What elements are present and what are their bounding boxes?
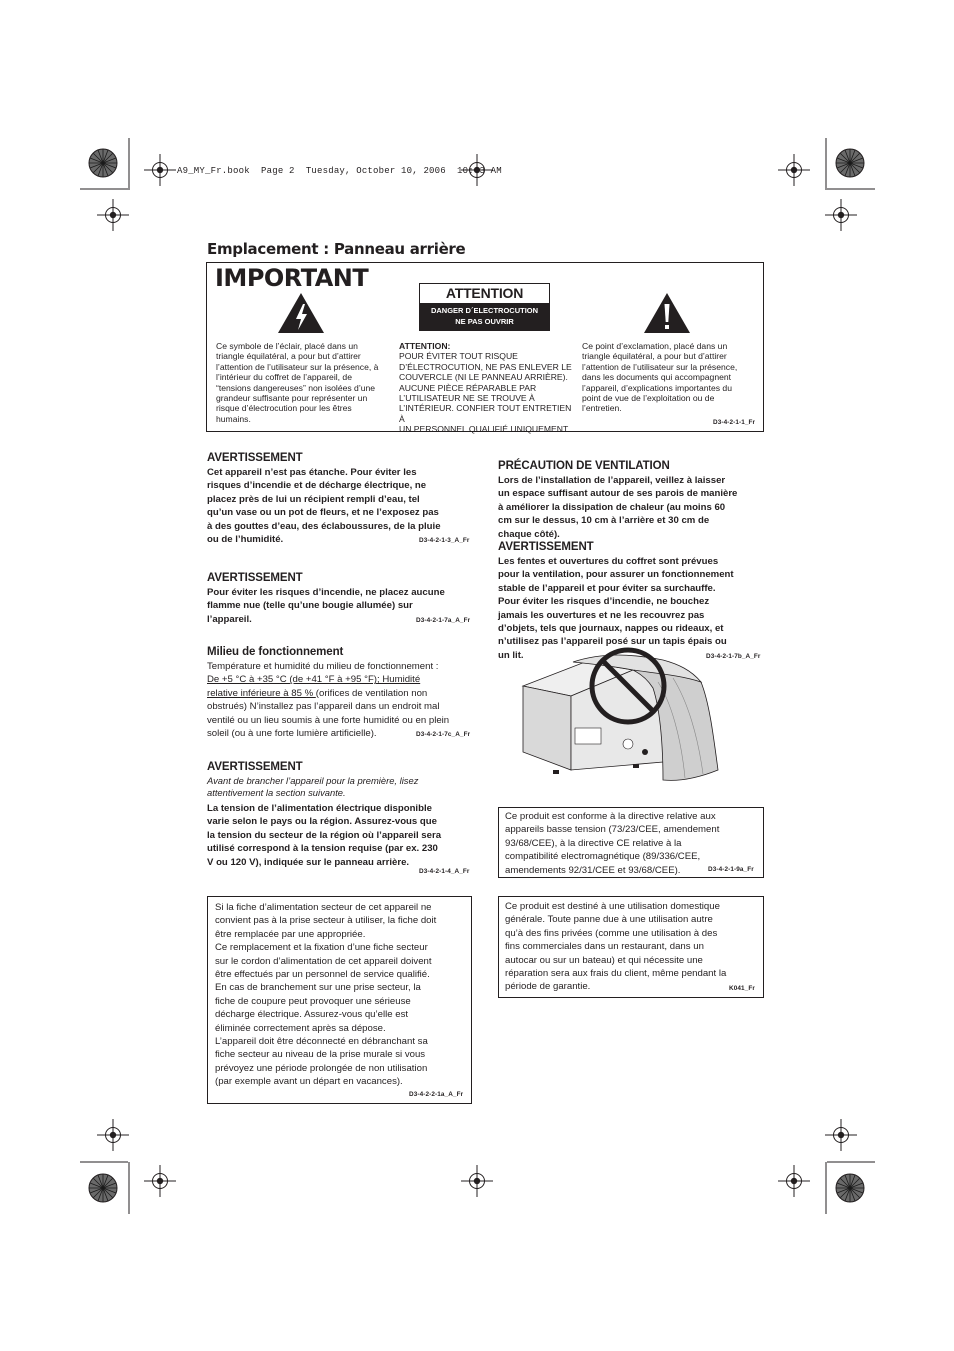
warning-2-code: D3-4-2-1-7a_A_Fr — [416, 617, 471, 624]
ce-conformity-code: D3-4-2-1-9a_Fr — [708, 866, 754, 873]
important-title: IMPORTANT — [215, 264, 369, 292]
lightning-description: Ce symbole de l’éclair, placé dans un triangle équilatéral, a pour but d’attirer l’attention de l’utilisateur sur la présence, à l’intérieur du coffret de l’appareil, de “tensions dangereuses” non isolées d’une grandeur suffisante pour représenter un risque d’électrocution pour les êtres humains. — [216, 341, 379, 424]
ventilation-heading: PRÉCAUTION DE VENTILATION — [498, 460, 670, 472]
environment-heading: Milieu de fonctionnement — [207, 646, 344, 658]
attention-label: ATTENTION — [445, 285, 524, 301]
ce-conformity-text: Ce produit est conforme à la directive relative aux appareils basse tension (73/23/CEE, amendement 93/68/CEE), à la directive CE relative à la compatibilité electromagnétique (89/336/CEE, amendements 92/31/CEE et 93/68/CEE). — [505, 811, 720, 876]
warning-3-heading: AVERTISSEMENT — [207, 761, 303, 773]
covered-amplifier-illustration — [513, 642, 725, 792]
exclamation-description: Ce point d’exclamation, placé dans un triangle équilatéral, a pour but d’attirer l’attention de l’utilisateur sur la présence, dans les documents qui accompagnent l’appareil, d’explications importantes du point de vue de l’exploitation ou de l’entretien. — [582, 341, 738, 414]
warning-2-heading: AVERTISSEMENT — [207, 572, 303, 584]
attention-band-line1: DANGER D´ELECTROCUTION — [430, 306, 539, 315]
domestic-use-code: K041_Fr — [729, 985, 755, 992]
attention-description: ATTENTION: POUR ÉVITER TOUT RISQUE D’ÉLECTROCUTION, NE PAS ENLEVER LE COUVERCLE (NI LE PANNEAU ARRIÈRE). AUCUNE PIÈCE RÉPARABLE PAR L’UTILISATEUR NE SE TROUVE À L’INTÉRIEUR. CONFIER TOUT ENTRETIEN À UN PERSONNEL QUALIFIÉ UNIQUEMENT. — [399, 341, 572, 435]
attention-band — [420, 303, 549, 330]
plug-notice-code: D3-4-2-2-1a_A_Fr — [409, 1091, 464, 1098]
attention-band-line2: NE PAS OUVRIR — [455, 317, 514, 326]
ventilation-warning-text: Les fentes et ouvertures du coffret sont prévues pour la ventilation, pour assurer un fonctionnement stable de l’appareil et pour éviter sa surchauffe. Pour éviter les risques d’incendie, ne bouchez jamais les ouvertures et ne les recouvrez pas d’objets, tels que journaux, nappes ou rideaux, et n’utilisez pas l’appareil posé sur un tapis épais ou un lit. — [498, 556, 734, 661]
warning-1-heading: AVERTISSEMENT — [207, 452, 303, 464]
ventilation-code: D3-4-2-1-7b_A_Fr — [706, 653, 761, 660]
warning-1-text: Cet appareil n’est pas étanche. Pour éviter les risques d’incendie et de décharge électrique, ne placez près de lui un récipient rempli d’eau, tel qu’un vase ou un pot de fleurs, et ne l’exposez pas à des gouttes d’eau, des éclaboussures, de la pluie ou de l’humidité. — [207, 467, 441, 546]
ventilation-warning-heading: AVERTISSEMENT — [498, 541, 594, 553]
plug-notice-text: Si la fiche d’alimentation secteur de cet appareil ne convient pas à la prise secteur à utiliser, la fiche doit être remplacée par une appropriée. Ce remplacement et la fixation d’une fiche secteur sur le cordon d’alimentation de cet appareil doivent être effectués par un personnel de service qualifié. En cas de branchement sur une prise secteur, la fiche de coupure peut provoquer une sérieuse décharge électrique. Assurez-vous qu’elle est éliminée correctement après sa dépose. L’appareil doit être déconnecté en débranchant sa fiche secteur au niveau de la prise murale si vous prévoyez une période prolongée de non utilisation (par exemple avant un départ en vacances). — [215, 902, 437, 1088]
lightning-warning-icon — [277, 292, 325, 334]
exclamation-warning-icon — [643, 292, 691, 334]
warning-3-code: D3-4-2-1-4_A_Fr — [419, 868, 470, 875]
section-title: Emplacement : Panneau arrière — [207, 240, 466, 258]
ventilation-text: Lors de l’installation de l’appareil, veillez à laisser un espace suffisant autour de ses parois de manière à améliorer la dissipation de chaleur (au moins 60 cm sur le dessus, 10 cm à l’arrière et 30 cm de chaque côté). — [498, 475, 738, 540]
book-header-line: A9_MY_Fr.book Page 2 Tuesday, October 10, 2006 10:43 AM — [177, 166, 502, 176]
warning-1-code: D3-4-2-1-3_A_Fr — [419, 537, 470, 544]
warning-3-text: La tension de l’alimentation électrique disponible varie selon le pays ou la région. Assurez-vous que la tension du secteur de la région où l’appareil sera utilisé correspond à la tension requise (par ex. 230 V ou 120 V), indiquée sur le panneau arrière. — [207, 803, 442, 868]
warning-3-intro: Avant de brancher l’appareil pour la première, lisez attentivement la section suivante. — [207, 775, 419, 799]
domestic-use-text: Ce produit est destiné à une utilisation domestique générale. Toute panne due à une utilisation autre qu’à des fins privées (comme une utilisation à des fins commerciales dans un restaurant, dans un autocar ou sur un bateau) et qui nécessite une réparation sera aux frais du client, même pendant la période de garantie. — [505, 901, 727, 993]
warning-2-text: Pour éviter les risques d’incendie, ne placez aucune flamme nue (telle qu’une bougie allumée) sur l’appareil. — [207, 587, 445, 625]
attention-label-box — [419, 283, 550, 331]
environment-code: D3-4-2-1-7c_A_Fr — [416, 731, 471, 738]
important-code: D3-4-2-1-1_Fr — [713, 419, 756, 426]
environment-text: Température et humidité du milieu de fonctionnement : De +5 °C à +35 °C (de +41 °F à +95 °F); Humidité relative inférieure à 85 % (orifices de ventilation non obstrués) N’installez pas l’appareil dans un endroit mal ventilé ou un lieu soumis à une forte humidité ou en plein soleil (ou à une forte lumière artificielle). — [207, 661, 450, 740]
